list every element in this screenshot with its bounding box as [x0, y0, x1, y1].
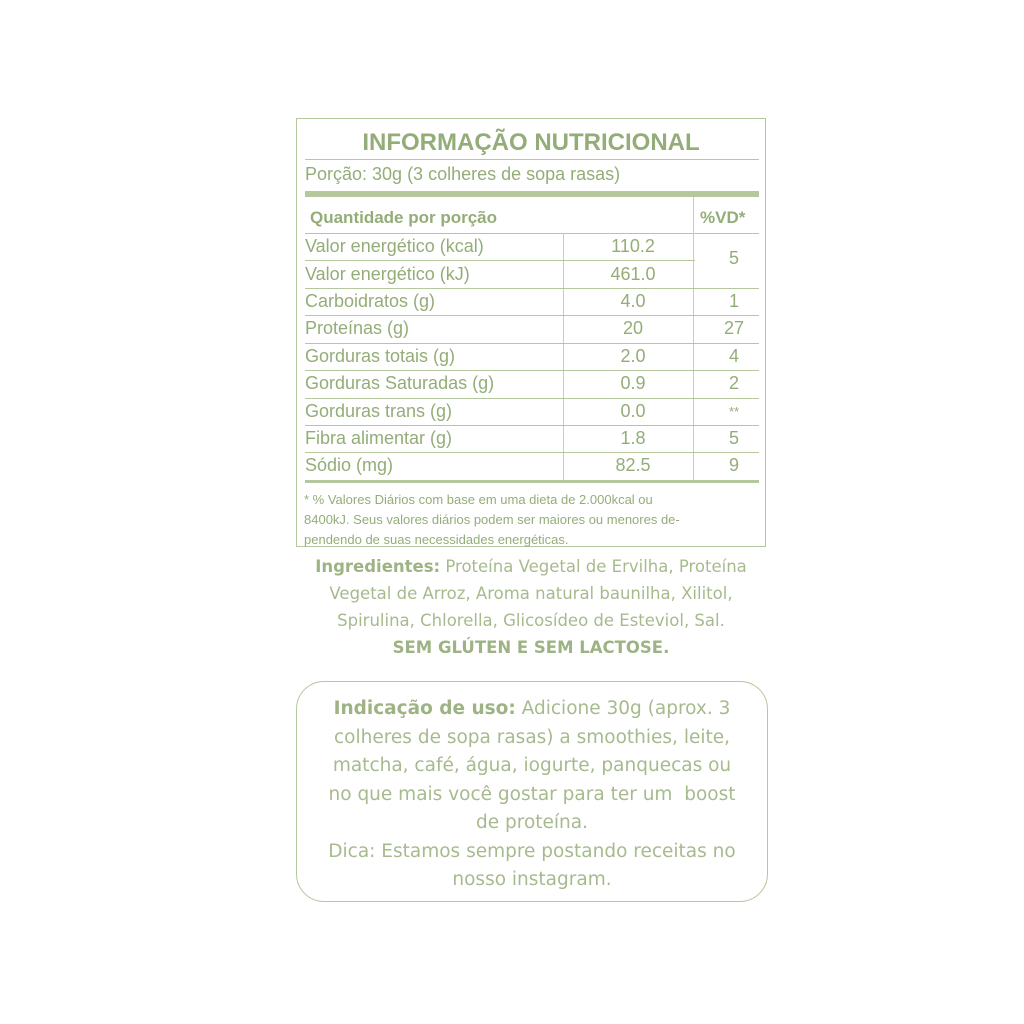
nutrient-label: Fibra alimentar (g) — [305, 428, 453, 448]
portion-text: Porção: 30g (3 colheres de sopa rasas) — [305, 164, 621, 184]
nutrient-value: 2.0 — [620, 346, 646, 366]
footer-divider — [305, 480, 759, 483]
ingredients-label: Ingredientes: — [315, 557, 441, 576]
usage-box — [296, 681, 768, 902]
ingredients-block — [296, 553, 766, 661]
nutrient-value: 461.0 — [610, 264, 656, 284]
thick-divider — [305, 191, 759, 197]
usage-text — [305, 695, 759, 895]
table-row — [305, 315, 759, 342]
allergen-note: SEM GLÚTEN E SEM LACTOSE. — [392, 638, 670, 657]
vd-header: %VD* — [700, 208, 746, 227]
table-row — [305, 288, 759, 315]
ingredients-text: Proteína Vegetal de Ervilha, Proteína — [440, 557, 747, 576]
nutrient-vd: 4 — [728, 346, 739, 366]
ingredients-text: Spirulina, Chlorella, Glicosídeo de Esteviol, Sal. — [337, 611, 725, 630]
usage-label: Indicação de uso: — [333, 698, 516, 719]
usage-line: colheres de sopa rasas) a smoothies, leite, — [333, 726, 730, 748]
nutrient-value: 20 — [622, 318, 644, 338]
nutrient-vd: 9 — [728, 455, 739, 475]
table-row — [305, 452, 759, 479]
nutrient-vd: 2 — [728, 373, 739, 393]
footnote — [304, 490, 755, 550]
nutrient-value: 0.0 — [620, 401, 646, 421]
nutrient-label: Gorduras Saturadas (g) — [305, 373, 495, 393]
table-row — [305, 261, 759, 288]
ingredients-text: Vegetal de Arroz, Aroma natural baunilha, Xilitol, — [329, 584, 733, 603]
nutrient-vd: 1 — [728, 291, 739, 311]
nutrient-value: 82.5 — [615, 455, 651, 475]
nutrient-label: Sódio (mg) — [305, 455, 394, 475]
table-row — [305, 398, 759, 425]
nutrient-vd: 27 — [723, 318, 745, 338]
footnote-line: pendendo de suas necessidades energéticas. — [304, 532, 569, 547]
table-row — [305, 343, 759, 370]
tip-line: nosso instagram. — [452, 869, 612, 890]
footnote-line: * % Valores Diários com base em uma dieta de 2.000kcal ou — [304, 492, 653, 507]
header-column-divider — [693, 197, 694, 233]
nutrient-vd: 5 — [728, 428, 739, 448]
nutrient-vd: ** — [728, 404, 740, 419]
nutrient-label: Gorduras trans (g) — [305, 401, 453, 421]
nutrient-label: Carboidratos (g) — [305, 291, 436, 311]
nutrition-facts-panel — [296, 118, 766, 547]
nutrient-value: 0.9 — [620, 373, 646, 393]
tip-line: Dica: Estamos sempre postando receitas no — [328, 840, 736, 862]
table-row — [305, 425, 759, 452]
usage-line: de proteína. — [476, 812, 588, 833]
energy-vd: 5 — [728, 248, 739, 268]
quantity-header: Quantidade por porção — [310, 208, 498, 227]
divider — [305, 159, 759, 160]
nutrient-value: 1.8 — [620, 428, 646, 448]
nutrient-label: Valor energético (kJ) — [305, 264, 470, 284]
nutrient-label: Gorduras totais (g) — [305, 346, 456, 366]
nutrition-title: INFORMAÇÃO NUTRICIONAL — [362, 129, 700, 156]
footnote-line: 8400kJ. Seus valores diários podem ser maiores ou menores de- — [304, 512, 680, 527]
usage-line: no que mais você gostar para ter um boost — [328, 783, 736, 805]
table-row — [305, 370, 759, 397]
usage-line: matcha, café, água, iogurte, panquecas ou — [332, 755, 732, 776]
nutrient-value: 110.2 — [611, 236, 655, 256]
nutrient-label: Proteínas (g) — [305, 318, 410, 338]
nutrient-label: Valor energético (kcal) — [305, 236, 484, 256]
usage-line: Adicione 30g (aprox. 3 — [515, 698, 731, 719]
nutrient-value: 4.0 — [620, 291, 646, 311]
table-row — [305, 233, 759, 260]
